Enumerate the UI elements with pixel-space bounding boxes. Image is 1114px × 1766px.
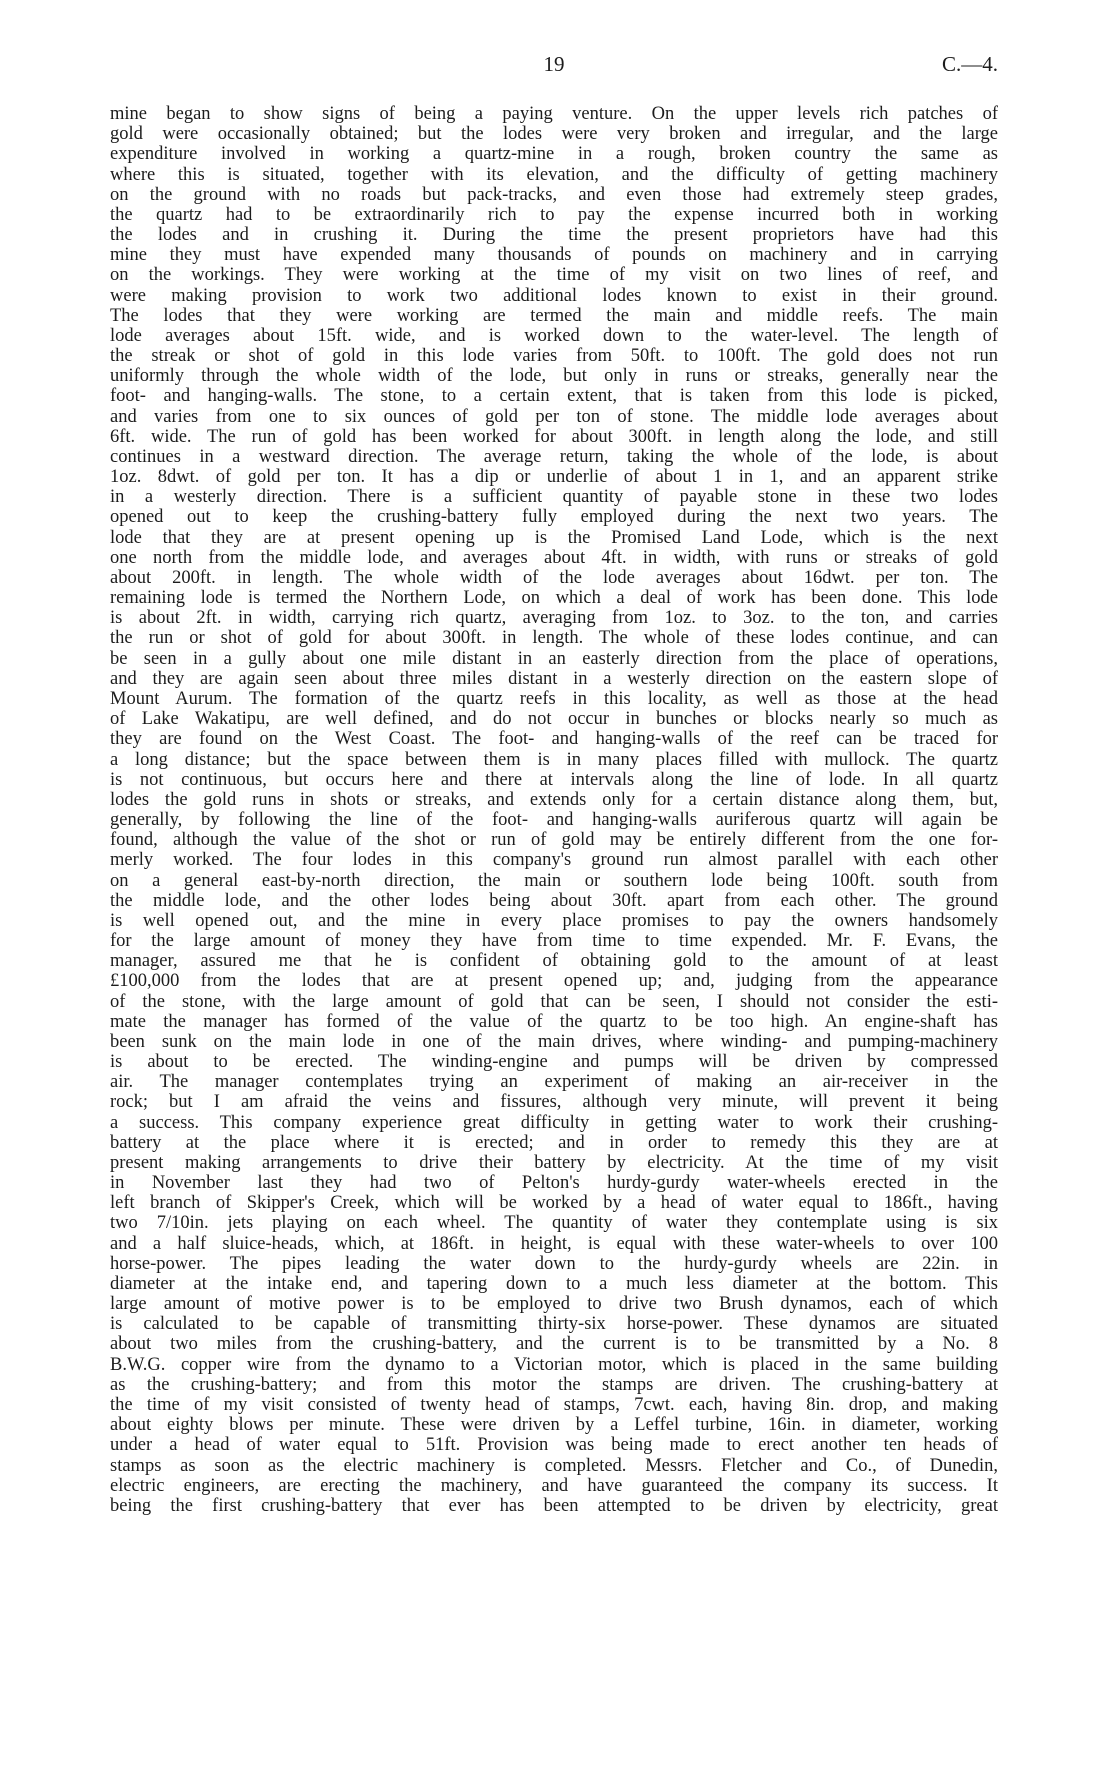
text-line: where this is situated, together with its elevation, and the difficulty of getting machinery xyxy=(110,164,998,185)
body-text xyxy=(110,104,998,1516)
text-line: gold were occasionally obtained; but the lodes were very broken and irregular, and the large xyxy=(110,124,998,145)
text-line: rock; but I am afraid the veins and fissures, although very minute, will prevent it being xyxy=(110,1092,998,1113)
text-line: and a half sluice-heads, which, at 186ft. in height, is equal with these water-wheels to over 100 xyxy=(110,1233,998,1254)
text-line: the lodes and in crushing it. During the time the present proprietors have had this xyxy=(110,225,998,246)
text-line: the middle lode, and the other lodes being about 30ft. apart from each other. The ground xyxy=(110,890,998,911)
text-line: about eighty blows per minute. These were driven by a Leffel turbine, 16in. in diameter, working xyxy=(110,1415,998,1436)
text-line: 6ft. wide. The run of gold has been worked for about 300ft. in length along the lode, and still xyxy=(110,426,998,447)
text-line: air. The manager contemplates trying an experiment of making an air-receiver in the xyxy=(110,1072,998,1093)
text-line: stamps as soon as the electric machinery is completed. Messrs. Fletcher and Co., of Dunedin, xyxy=(110,1455,998,1476)
text-line: of Lake Wakatipu, are well defined, and do not occur in bunches or blocks nearly so much as xyxy=(110,709,998,730)
text-line: been sunk on the main lode in one of the main drives, where winding- and pumping-machinery xyxy=(110,1031,998,1052)
text-line: battery at the place where it is erected; and in order to remedy this they are at xyxy=(110,1132,998,1153)
text-line: one north from the middle lode, and averages about 4ft. in width, with runs or streaks of gold xyxy=(110,547,998,568)
text-line: on the ground with no roads but pack-tracks, and even those had extremely steep grades, xyxy=(110,184,998,205)
text-line: for the large amount of money they have from time to time expended. Mr. F. Evans, the xyxy=(110,931,998,952)
text-line: merly worked. The four lodes in this company's ground run almost parallel with each other xyxy=(110,850,998,871)
text-line: generally, by following the line of the foot- and hanging-walls auriferous quartz will again be xyxy=(110,810,998,831)
text-line: mine they must have expended many thousands of pounds on machinery and in carrying xyxy=(110,245,998,266)
text-line: remaining lode is termed the Northern Lode, on which a deal of work has been done. This lode xyxy=(110,588,998,609)
text-line: continues in a westward direction. The average return, taking the whole of the lode, is about xyxy=(110,446,998,467)
text-line: two 7/10in. jets playing on each wheel. The quantity of water they contemplate using is six xyxy=(110,1213,998,1234)
text-line: lode averages about 15ft. wide, and is worked down to the water-level. The length of xyxy=(110,325,998,346)
text-line: mate the manager has formed of the value of the quartz to be too high. An engine-shaft has xyxy=(110,1011,998,1032)
text-line: 1oz. 8dwt. of gold per ton. It has a dip or underlie of about 1 in 1, and an apparent strike xyxy=(110,467,998,488)
text-line: £100,000 from the lodes that are at present opened up; and, judging from the appearance xyxy=(110,971,998,992)
text-line: the time of my visit consisted of twenty head of stamps, 7cwt. each, having 8in. drop, and making xyxy=(110,1395,998,1415)
text-line: and they are again seen about three miles distant in a westerly direction on the eastern slope of xyxy=(110,668,998,689)
text-line: is about to be erected. The winding-engine and pumps will be driven by compressed xyxy=(110,1052,998,1073)
text-line: the quartz had to be extraordinarily rich to pay the expense incurred both in working xyxy=(110,204,998,225)
text-line: lodes the gold runs in shots or streaks, and extends only for a certain distance along them, but, xyxy=(110,789,998,810)
text-line: is calculated to be capable of transmitting thirty-six horse-power. These dynamos are situated xyxy=(110,1314,998,1335)
text-line: in November last they had two of Pelton's hurdy-gurdy water-wheels erected in the xyxy=(110,1173,998,1194)
text-line: mine began to show signs of being a paying venture. On the upper levels rich patches of xyxy=(110,104,998,124)
text-line: present making arrangements to drive their battery by electricity. At the time of my visit xyxy=(110,1152,998,1173)
page-number: 19 xyxy=(543,52,565,76)
text-line: a success. This company experience great difficulty in getting water to work their crushing- xyxy=(110,1112,998,1133)
text-line: in a westerly direction. There is a sufficient quantity of payable stone in these two lodes xyxy=(110,487,998,508)
text-line: is well opened out, and the mine in every place promises to pay the owners handsomely xyxy=(110,910,998,931)
text-line: left branch of Skipper's Creek, which will be worked by a head of water equal to 186ft., having xyxy=(110,1193,998,1214)
text-line: the streak or shot of gold in this lode varies from 50ft. to 100ft. The gold does not run xyxy=(110,346,998,367)
text-line: being the first crushing-battery that ever has been attempted to be driven by electricity, great xyxy=(110,1495,998,1516)
text-line: a long distance; but the space between them is in many places filled with mullock. The quartz xyxy=(110,749,998,770)
text-line: lode that they are at present opening up is the Promised Land Lode, which is the next xyxy=(110,527,998,548)
text-line: Mount Aurum. The formation of the quartz reefs in this locality, as well as those at the head xyxy=(110,688,998,709)
text-line: as the crushing-battery; and from this motor the stamps are driven. The crushing-battery at xyxy=(110,1374,998,1395)
report-reference: C.—4. xyxy=(941,52,998,76)
text-line: foot- and hanging-walls. The stone, to a certain extent, that is taken from this lode is picked, xyxy=(110,386,998,407)
page-header xyxy=(110,52,998,82)
text-line: is about 2ft. in width, carrying rich quartz, averaging from 1oz. to 3oz. to the ton, and carries xyxy=(110,608,998,629)
text-line: large amount of motive power is to be employed to drive two Brush dynamos, each of which xyxy=(110,1294,998,1315)
text-line: uniformly through the whole width of the lode, but only in runs or streaks, generally near the xyxy=(110,366,998,387)
text-line: manager, assured me that he is confident of obtaining gold to the amount of at least xyxy=(110,951,998,972)
text-line: horse-power. The pipes leading the water down to the hurdy-gurdy wheels are 22in. in xyxy=(110,1253,998,1274)
text-line: of the stone, with the large amount of gold that can be seen, I should not consider the esti- xyxy=(110,991,998,1012)
text-line: be seen in a gully about one mile distant in an easterly direction from the place of operations, xyxy=(110,648,998,669)
text-line: diameter at the intake end, and tapering down to a much less diameter at the bottom. This xyxy=(110,1273,998,1294)
text-line: the run or shot of gold for about 300ft. in length. The whole of these lodes continue, and can xyxy=(110,628,998,649)
text-line: on the workings. They were working at the time of my visit on two lines of reef, and xyxy=(110,265,998,286)
text-line: The lodes that they were working are termed the main and middle reefs. The main xyxy=(110,305,998,326)
text-line: expenditure involved in working a quartz-mine in a rough, broken country the same as xyxy=(110,144,998,165)
text-line: opened out to keep the crushing-battery fully employed during the next two years. The xyxy=(110,507,998,528)
text-line: found, although the value of the shot or run of gold may be entirely different from the one for- xyxy=(110,830,998,851)
text-line: under a head of water equal to 51ft. Provision was being made to erect another ten heads of xyxy=(110,1435,998,1456)
text-line: and varies from one to six ounces of gold per ton of stone. The middle lode averages about xyxy=(110,406,998,427)
text-line: they are found on the West Coast. The foot- and hanging-walls of the reef can be traced for xyxy=(110,729,998,750)
text-line: about two miles from the crushing-battery, and the current is to be transmitted by a No. 8 xyxy=(110,1334,998,1355)
text-line: is not continuous, but occurs here and there at intervals along the line of lode. In all quartz xyxy=(110,769,998,790)
text-line: electric engineers, are erecting the machinery, and have guaranteed the company its success. It xyxy=(110,1475,998,1496)
text-line: B.W.G. copper wire from the dynamo to a Victorian motor, which is placed in the same building xyxy=(110,1354,998,1375)
text-line: about 200ft. in length. The whole width of the lode averages about 16dwt. per ton. The xyxy=(110,567,998,588)
text-line: were making provision to work two additional lodes known to exist in their ground. xyxy=(110,285,998,306)
text-line: on a general east-by-north direction, the main or southern lode being 100ft. south from xyxy=(110,870,998,891)
